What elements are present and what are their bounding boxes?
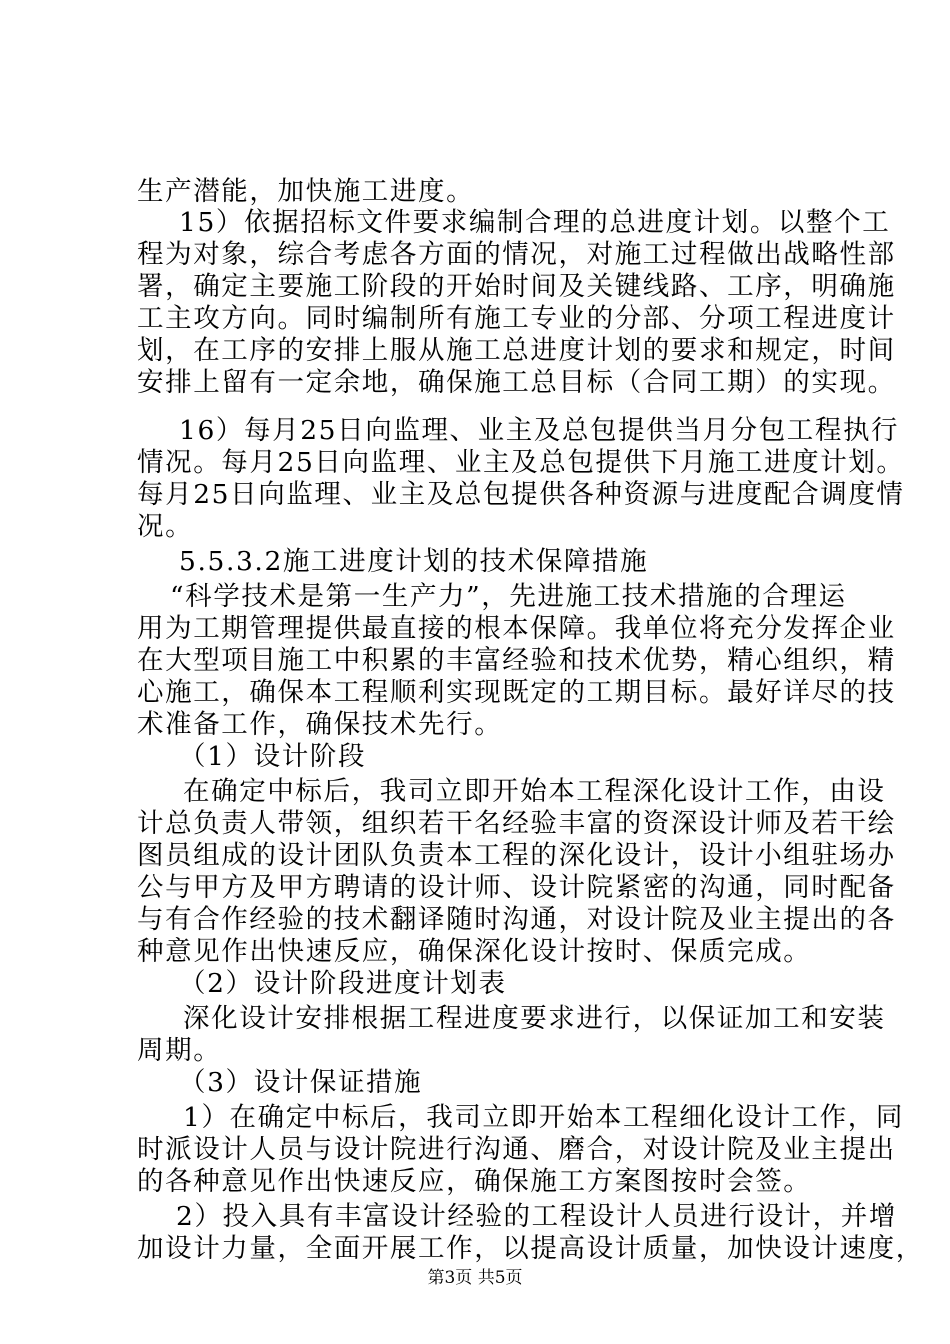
subheading-design-schedule: （2）设计阶段进度计划表 [179, 968, 507, 999]
body-line-2: 15）依据招标文件要求编制合理的总进度计划。以整个工 [179, 207, 891, 238]
body-line-10: 每月25日向监理、业主及总包提供各种资源与进度配合调度情 [137, 479, 905, 510]
body-line-15: 在大型项目施工中积累的丰富经验和技术优势，精心组织，精 [137, 645, 896, 676]
section-heading-5532: 5.5.3.2施工进度计划的技术保障措施 [179, 546, 649, 577]
body-line-11: 况。 [137, 511, 194, 542]
body-line-23: 与有合作经验的技术翻译随时沟通，对设计院及业主提出的各 [137, 904, 896, 935]
subheading-design-stage: （1）设计阶段 [179, 741, 367, 772]
body-line-31: 的各种意见作出快速反应，确保施工方案图按时会签。 [137, 1166, 812, 1197]
body-line-21: 图员组成的设计团队负责本工程的深化设计，设计小组驻场办 [137, 840, 896, 871]
body-line-5: 工主攻方向。同时编制所有施工专业的分部、分项工程进度计 [137, 303, 896, 334]
body-line-24: 种意见作出快速反应，确保深化设计按时、保质完成。 [137, 936, 812, 967]
body-line-14: 用为工期管理提供最直接的根本保障。我单位将充分发挥企业 [137, 613, 896, 644]
body-line-29: 1）在确定中标后，我司立即开始本工程细化设计工作，同 [183, 1102, 904, 1133]
page-number-footer: 第3页 共5页 [427, 1268, 523, 1288]
body-line-20: 计总负责人带领，组织若干名经验丰富的资深设计师及若干绘 [137, 808, 896, 839]
body-line-6: 划，在工序的安排上服从施工总进度计划的要求和规定，时间 [137, 335, 896, 366]
body-line-1: 生产潜能，加快施工进度。 [137, 176, 475, 207]
body-line-17: 术准备工作，确保技术先行。 [137, 709, 503, 740]
body-line-22: 公与甲方及甲方聘请的设计师、设计院紧密的沟通，同时配备 [137, 872, 896, 903]
body-line-33: 加设计力量，全面开展工作，以提高设计质量，加快设计速度， [137, 1233, 924, 1264]
body-line-19: 在确定中标后，我司立即开始本工程深化设计工作，由设 [183, 776, 886, 807]
body-line-13: “科学技术是第一生产力”，先进施工技术措施的合理运 [170, 581, 847, 612]
body-line-27: 周期。 [137, 1035, 222, 1066]
body-line-32: 2）投入具有丰富设计经验的工程设计人员进行设计，并增 [176, 1201, 897, 1232]
body-line-16: 心施工，确保本工程顺利实现既定的工期目标。最好详尽的技 [137, 677, 896, 708]
body-line-4: 署，确定主要施工阶段的开始时间及关键线路、工序，明确施 [137, 271, 896, 302]
body-line-26: 深化设计安排根据工程进度要求进行，以保证加工和安装 [183, 1003, 886, 1034]
body-line-7: 安排上留有一定余地，确保施工总目标（合同工期）的实现。 [137, 367, 896, 398]
subheading-design-guarantee: （3）设计保证措施 [179, 1067, 423, 1098]
body-line-9: 情况。每月25日向监理、业主及总包提供下月施工进度计划。 [137, 447, 905, 478]
body-line-3: 程为对象，综合考虑各方面的情况，对施工过程做出战略性部 [137, 239, 896, 270]
body-line-8: 16）每月25日向监理、业主及总包提供当月分包工程执行 [179, 415, 900, 446]
body-line-30: 时派设计人员与设计院进行沟通、磨合，对设计院及业主提出 [137, 1134, 896, 1165]
